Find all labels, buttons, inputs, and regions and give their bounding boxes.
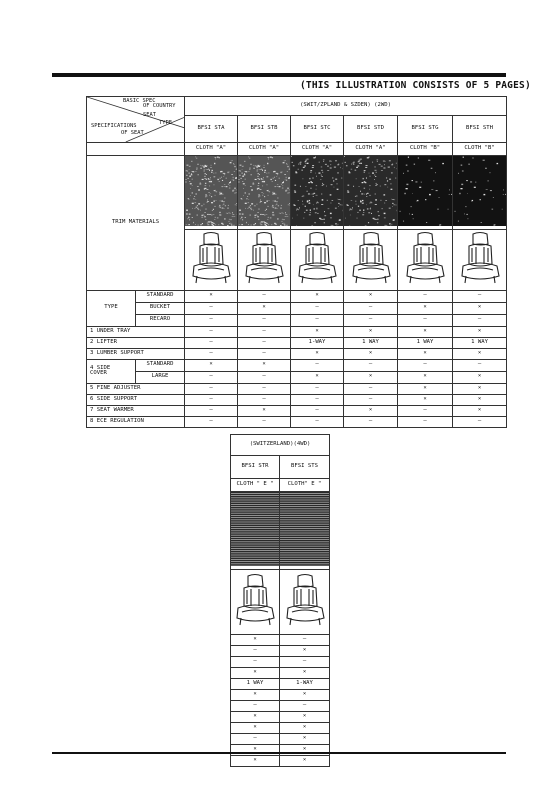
spec-cell: × bbox=[231, 722, 280, 733]
fabric-swatch bbox=[398, 156, 452, 226]
column-code: BFSI STS bbox=[280, 456, 330, 479]
spec-cell: × bbox=[280, 645, 330, 656]
feature-cell: – bbox=[185, 405, 238, 416]
cloth-label: CLOTH "A" bbox=[291, 143, 344, 156]
seat-icon bbox=[294, 230, 340, 286]
feature-cell: – bbox=[185, 416, 238, 427]
side-cover-cell: × bbox=[185, 359, 238, 371]
feature-cell: – bbox=[185, 383, 238, 394]
cloth-label: CLOTH " E " bbox=[231, 479, 280, 492]
spec-cell: × bbox=[280, 733, 330, 744]
type-cell: × bbox=[185, 290, 238, 302]
type-cell: – bbox=[291, 314, 344, 326]
header-label-basic-spec: BASIC SPEC bbox=[123, 98, 156, 104]
spec-cell: × bbox=[280, 755, 330, 766]
feature-name: FINE ADJUSTER bbox=[96, 384, 141, 391]
seat-drawing-cell bbox=[453, 229, 507, 290]
seat-icon bbox=[457, 230, 503, 286]
feature-name: SEAT WARMER bbox=[96, 406, 134, 413]
feature-number: 4 bbox=[90, 364, 94, 371]
feature-cell: – bbox=[185, 394, 238, 405]
side-cover-sub-label: LARGE bbox=[136, 371, 185, 383]
feature-cell: – bbox=[398, 416, 453, 427]
spec-cell: × bbox=[280, 667, 330, 678]
feature-name: UNDER TRAY bbox=[96, 327, 131, 334]
header-label-specifications: SPECIFICATIONS bbox=[91, 123, 137, 129]
feature-cell: 1 WAY bbox=[344, 337, 398, 348]
trim-swatch-cell bbox=[453, 156, 507, 230]
feature-label bbox=[87, 326, 185, 337]
seat-spec-table bbox=[86, 96, 507, 428]
type-cell: – bbox=[453, 290, 507, 302]
feature-cell: – bbox=[238, 416, 291, 427]
fabric-swatch bbox=[291, 156, 343, 226]
type-cell: – bbox=[291, 302, 344, 314]
spec-cell: 1 WAY bbox=[231, 678, 280, 689]
feature-cell: – bbox=[344, 416, 398, 427]
column-code: BFSI STB bbox=[238, 116, 291, 143]
feature-cell: – bbox=[185, 348, 238, 359]
feature-cell: – bbox=[398, 405, 453, 416]
cloth-label: CLOTH "A" bbox=[185, 143, 238, 156]
header-label-of-seat: OF SEAT bbox=[121, 130, 144, 136]
header-diagonal-cell bbox=[87, 97, 185, 143]
side-cover-cell: × bbox=[398, 371, 453, 383]
feature-name: LIFTER bbox=[96, 338, 117, 345]
feature-cell: – bbox=[344, 394, 398, 405]
switzerland-4wd-table bbox=[230, 434, 330, 767]
seat-drawing-cell bbox=[231, 569, 280, 634]
feature-cell: – bbox=[185, 326, 238, 337]
trim-swatch-cell bbox=[231, 492, 280, 570]
feature-cell: – bbox=[185, 337, 238, 348]
fabric-swatch bbox=[185, 156, 237, 226]
feature-cell: 1-WAY bbox=[291, 337, 344, 348]
feature-number: 7 bbox=[90, 406, 94, 413]
feature-cell: × bbox=[453, 383, 507, 394]
seat-drawing-cell bbox=[398, 229, 453, 290]
side-cover-cell: × bbox=[344, 371, 398, 383]
feature-cell: × bbox=[398, 394, 453, 405]
side-cover-cell: × bbox=[453, 371, 507, 383]
feature-cell: × bbox=[453, 394, 507, 405]
side-label: SIDE bbox=[96, 364, 111, 371]
fabric-swatch bbox=[231, 492, 279, 566]
type-cell: – bbox=[238, 290, 291, 302]
spec-cell: 1-WAY bbox=[280, 678, 330, 689]
cloth-label: CLOTH "B" bbox=[398, 143, 453, 156]
seat-drawing-cell bbox=[238, 229, 291, 290]
feature-cell: – bbox=[238, 383, 291, 394]
side-cover-cell: × bbox=[291, 371, 344, 383]
trim-swatch-cell bbox=[291, 156, 344, 230]
column-code: BFSI STA bbox=[185, 116, 238, 143]
feature-cell: × bbox=[344, 405, 398, 416]
side-cover-cell: – bbox=[291, 359, 344, 371]
feature-cell: × bbox=[398, 383, 453, 394]
header-label-of-country: OF COUNTRY bbox=[143, 103, 176, 109]
top-rule bbox=[52, 73, 506, 77]
column-code: BFSI STC bbox=[291, 116, 344, 143]
trim-swatch-cell bbox=[280, 492, 330, 570]
trim-swatch-cell bbox=[344, 156, 398, 230]
spec-cell: × bbox=[280, 722, 330, 733]
group-header: (SWIT/ZPLAND & SZDEN) (2WD) bbox=[185, 97, 507, 116]
type-sub-label: BUCKET bbox=[136, 302, 185, 314]
feature-cell: × bbox=[453, 405, 507, 416]
feature-name: SIDE SUPPORT bbox=[96, 395, 138, 402]
type-cell: × bbox=[291, 290, 344, 302]
type-cell: – bbox=[344, 302, 398, 314]
spec-cell: – bbox=[231, 733, 280, 744]
feature-cell: × bbox=[238, 405, 291, 416]
feature-number: 8 bbox=[90, 417, 94, 424]
spec-cell: – bbox=[280, 656, 330, 667]
type-cell: – bbox=[185, 302, 238, 314]
seat-icon bbox=[241, 230, 287, 286]
spec-cell: × bbox=[231, 667, 280, 678]
seat-icon bbox=[232, 571, 278, 629]
feature-number: 3 bbox=[90, 349, 94, 356]
spec-cell: – bbox=[280, 634, 330, 645]
trim-swatch-cell bbox=[398, 156, 453, 230]
seat-drawing-cell bbox=[291, 229, 344, 290]
feature-cell: – bbox=[238, 348, 291, 359]
spec-cell: × bbox=[231, 711, 280, 722]
feature-cell: × bbox=[398, 326, 453, 337]
type-cell: × bbox=[238, 302, 291, 314]
feature-label bbox=[87, 394, 185, 405]
type-cell: × bbox=[344, 290, 398, 302]
cloth-label: CLOTH "B" bbox=[453, 143, 507, 156]
trim-swatch-cell bbox=[185, 156, 238, 230]
fabric-swatch bbox=[238, 156, 290, 226]
feature-label bbox=[87, 416, 185, 427]
spec-cell: – bbox=[231, 645, 280, 656]
type-cell: – bbox=[238, 314, 291, 326]
seat-drawing-cell bbox=[344, 229, 398, 290]
feature-cell: – bbox=[453, 416, 507, 427]
feature-cell: – bbox=[291, 416, 344, 427]
feature-cell: 1 WAY bbox=[398, 337, 453, 348]
side-cover-cell: – bbox=[453, 359, 507, 371]
feature-name: LUMBER SUPPORT bbox=[96, 349, 144, 356]
feature-cell: – bbox=[291, 405, 344, 416]
spec-cell: × bbox=[280, 744, 330, 755]
header-label-type: TYPE bbox=[159, 120, 172, 126]
cover-label: COVER bbox=[90, 370, 107, 377]
feature-cell: – bbox=[238, 326, 291, 337]
column-code: BFSI STG bbox=[398, 116, 453, 143]
type-label: TYPE bbox=[87, 290, 136, 326]
seat-icon bbox=[402, 230, 448, 286]
seat-icon bbox=[348, 230, 394, 286]
type-sub-label: RECARO bbox=[136, 314, 185, 326]
feature-cell: – bbox=[238, 394, 291, 405]
feature-cell: × bbox=[344, 348, 398, 359]
side-cover-cell: – bbox=[185, 371, 238, 383]
feature-label bbox=[87, 405, 185, 416]
fabric-swatch bbox=[344, 156, 397, 226]
feature-cell: × bbox=[398, 348, 453, 359]
spec-cell: – bbox=[231, 656, 280, 667]
type-cell: – bbox=[398, 290, 453, 302]
seat-icon bbox=[188, 230, 234, 286]
bottom-rule bbox=[52, 752, 506, 754]
side-cover-cell: – bbox=[344, 359, 398, 371]
type-cell: – bbox=[344, 314, 398, 326]
side-cover-cell: × bbox=[238, 359, 291, 371]
feature-cell: × bbox=[344, 326, 398, 337]
feature-cell: – bbox=[238, 337, 291, 348]
spec-cell: × bbox=[280, 689, 330, 700]
feature-number: 6 bbox=[90, 395, 94, 402]
fabric-swatch bbox=[280, 492, 329, 566]
feature-number: 1 bbox=[90, 327, 94, 334]
spec-cell: × bbox=[231, 689, 280, 700]
type-cell: – bbox=[398, 314, 453, 326]
header-label-seat: SEAT bbox=[143, 112, 156, 118]
spec-cell: × bbox=[231, 744, 280, 755]
side-cover-sub-label: STANDARD bbox=[136, 359, 185, 371]
column-code: BFSI STR bbox=[231, 456, 280, 479]
trim-swatch-cell bbox=[238, 156, 291, 230]
column-code: BFSI STD bbox=[344, 116, 398, 143]
column-code: BFSI STH bbox=[453, 116, 507, 143]
group-header-4wd: (SWITZERLAND)(4WD) bbox=[231, 435, 330, 456]
feature-cell: – bbox=[344, 383, 398, 394]
feature-label bbox=[87, 348, 185, 359]
feature-cell: – bbox=[291, 383, 344, 394]
fabric-swatch bbox=[453, 156, 506, 226]
pages-note: (THIS ILLUSTRATION CONSISTS OF 5 PAGES) bbox=[300, 80, 531, 91]
trim-materials-label: TRIM MATERIALS bbox=[87, 156, 185, 291]
spec-cell: × bbox=[280, 711, 330, 722]
feature-label bbox=[87, 337, 185, 348]
cloth-label: CLOTH" E " bbox=[280, 479, 330, 492]
feature-cell: × bbox=[291, 348, 344, 359]
side-cover-cell: – bbox=[398, 359, 453, 371]
feature-number: 5 bbox=[90, 384, 94, 391]
cloth-label: CLOTH "A" bbox=[344, 143, 398, 156]
side-cover-label bbox=[87, 359, 136, 383]
spec-cell: × bbox=[231, 755, 280, 766]
side-cover-cell: – bbox=[238, 371, 291, 383]
feature-number: 2 bbox=[90, 338, 94, 345]
spec-cell: – bbox=[280, 700, 330, 711]
seat-drawing-cell bbox=[185, 229, 238, 290]
type-cell: – bbox=[453, 314, 507, 326]
seat-icon bbox=[282, 571, 328, 629]
feature-cell: – bbox=[291, 394, 344, 405]
spec-cell: × bbox=[231, 634, 280, 645]
feature-cell: × bbox=[291, 326, 344, 337]
feature-cell: × bbox=[453, 348, 507, 359]
cloth-header-blank bbox=[87, 143, 185, 156]
type-cell: × bbox=[453, 302, 507, 314]
feature-label bbox=[87, 383, 185, 394]
type-cell: – bbox=[185, 314, 238, 326]
feature-cell: 1 WAY bbox=[453, 337, 507, 348]
type-sub-label: STANDARD bbox=[136, 290, 185, 302]
seat-drawing-cell bbox=[280, 569, 330, 634]
feature-cell: × bbox=[453, 326, 507, 337]
spec-cell: – bbox=[231, 700, 280, 711]
cloth-label: CLOTH "A" bbox=[238, 143, 291, 156]
type-cell: × bbox=[398, 302, 453, 314]
feature-name: ECE REGULATION bbox=[96, 417, 144, 424]
